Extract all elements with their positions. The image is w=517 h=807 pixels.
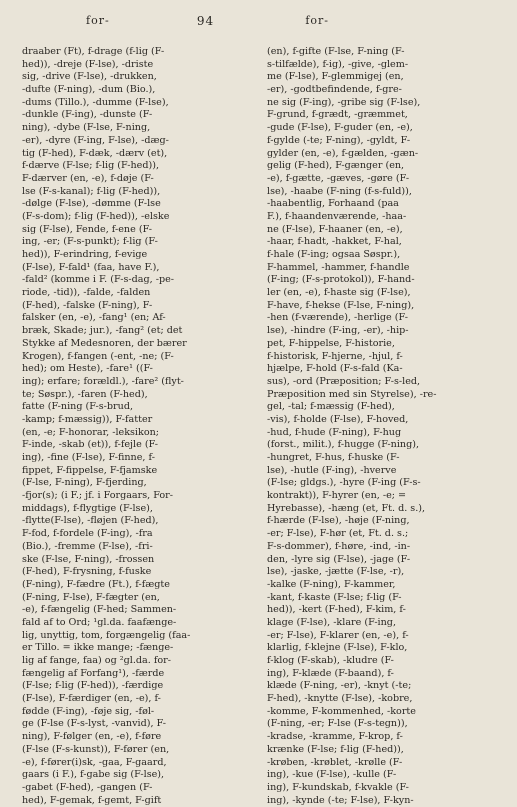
text-line: gaars (i F.), f-gabe sig (F-lse), — [22, 769, 165, 781]
text-line: fatte (F-ning (F-s-brud, — [22, 401, 134, 413]
text-line: -kalke (F-ning), F-kammer, — [267, 578, 396, 590]
text-line: (F-ning, F-lse), F-fægter (en, — [22, 591, 160, 603]
text-line: -er; F-lse), F-klarer (en, -e), f- — [267, 629, 409, 641]
text-line: F.), f-haandenværende, -haa- — [267, 210, 407, 222]
text-line: fippet, F-fippelse, F-fjamske — [22, 464, 158, 476]
text-line: f-historisk, F-hjerne, -hjul, f- — [267, 350, 403, 362]
text-line: -komme, F-kommenhed, -korte — [267, 705, 416, 717]
text-line: -e), f-gætte, -gæves, -gøre (F- — [267, 172, 410, 184]
text-line: ing), -kynde (-te; F-lse), F-kyn- — [267, 794, 414, 806]
text-line: ning), F-følger (en, -e), f-føre — [22, 731, 162, 743]
text-line: krænke (F-lse; f-lig (F-hed)), — [267, 743, 404, 755]
text-line: lig, unyttig, tom, forgængelig (faa- — [22, 629, 191, 641]
text-line: hjælpe, F-hold (F-s-fald (Ka- — [267, 363, 403, 375]
text-line: draaber (Ft), f-drage (f-lig (F- — [22, 46, 165, 57]
text-line: sig, -drive (F-lse), -drukken, — [22, 71, 157, 83]
text-line: ing), F-klæde (F-baand), f- — [267, 667, 394, 679]
text-line: Krogen), f-fangen (-ent, -ne; (F- — [22, 350, 174, 362]
text-line: ing); erfare; forældl.), -fare² (flyt- — [22, 375, 184, 387]
text-line: kontrakt)), F-hyrer (en, -e; = — [267, 490, 407, 502]
text-line: gelig (F-hed), F-gænger (en, — [267, 160, 405, 172]
text-line: F-hammel, -hammer, f-handle — [267, 261, 410, 273]
text-line: F-hed), -knytte (F-lse), -kobre, — [267, 693, 413, 705]
text-line: ing), -kue (F-lse), -kulle (F- — [267, 769, 397, 781]
text-line: -dufte (F-ning), -dum (Bio.), — [22, 84, 156, 96]
text-line: (F-hed), -falske (F-ning), F- — [22, 299, 153, 311]
text-line: -kradse, -kramme, F-krop, f- — [267, 731, 403, 743]
text-line: (F-ning), F-fædre (Ft.), f-fægte — [22, 578, 170, 590]
text-line: -krøben, -krøblet, -krølle (F- — [267, 756, 403, 768]
text-line: hed)), F-erindring, f-evige — [22, 249, 148, 260]
text-line: (en, -e; F-honorar, -leksikon; — [22, 426, 160, 438]
text-line: f-dærve (F-lse; f-lig (F-hed)), — [22, 160, 160, 172]
text-line: ing), -fine (F-lse), F-finne, f- — [22, 452, 155, 463]
text-line: gel, -tal; f-mæssig (F-hed), — [267, 401, 395, 413]
text-line: fængelig af Forfang¹), -færde — [22, 667, 165, 679]
text-line: -gabet (F-hed), -gangen (F- — [22, 781, 153, 793]
text-line: Præposition med sin Styrelse), -re- — [267, 388, 437, 400]
text-line: hed); om Heste), -fare¹ ((F- — [22, 363, 153, 375]
text-line: f-gylde (-te; F-ning), -gyldt, F- — [267, 134, 411, 146]
text-line: (F-ning, -er; F-lse (F-s-tegn)), — [267, 718, 408, 730]
text-line: ning), -dybe (F-lse, F-ning, — [22, 122, 151, 134]
text-line: lse), -jaske, -jætte (F-lse, -r), — [267, 566, 405, 578]
header-right-word: for- — [305, 14, 329, 27]
text-line: -hen (f-værende), -herlige (F- — [267, 312, 408, 324]
text-line: F-have, f-hekse (F-lse, F-ning), — [267, 299, 415, 311]
text-line: f-hale (F-ing; ogsaa Søspr.), — [267, 249, 401, 260]
text-line: (F-lse; f-lig (F-hed)), -færdige — [22, 680, 164, 692]
text-line: F-grund, f-grædt, -græmmet, — [267, 109, 408, 121]
text-line: den, -lyre sig (F-lse), -jage (F- — [267, 553, 411, 565]
text-line: klarlig, f-klejne (F-lse), F-klo, — [267, 642, 408, 654]
text-line: ne (F-lse), F-haaner (en, -e), — [267, 223, 403, 235]
page-number: 94 — [196, 14, 215, 28]
text-line: f-hærde (F-lse), -høje (F-ning, — [267, 515, 410, 527]
text-line: -dunkle (F-ing), -dunste (F- — [22, 109, 153, 121]
text-line: ing, -er; (F-s-punkt); f-lig (F- — [22, 236, 158, 248]
text-columns — [22, 46, 495, 807]
text-line: ing), F-kundskab, f-kvakle (F- — [267, 781, 409, 793]
text-line: lse), -hindre (F-ing, -er), -hip- — [267, 325, 409, 337]
text-line: lse), -hutle (F-ing), -hverve — [267, 464, 397, 476]
text-line: F-s-dommer), f-høre, -ind, -in- — [267, 540, 411, 552]
text-line: te; Søspr.), -faren (F-hed), — [22, 388, 148, 400]
text-line: -haabentlig, Forhaand (paa — [267, 198, 399, 210]
text-line: (F-lse), F-fald¹ (faa, have F.), — [22, 261, 160, 273]
text-line: klæde (F-ning, -er), -knyt (-te; — [267, 680, 412, 692]
text-line: lig af fange, faa) og ²gl.da. for- — [22, 655, 171, 666]
text-line: lse), -haabe (F-ning (f-s-fuld)), — [267, 185, 412, 197]
text-line: lse (F-s-kanal); f-lig (F-hed)), — [22, 185, 161, 197]
text-line: Stykke af Medesnoren, der bærer — [22, 337, 187, 349]
text-line: ge (F-lse (F-s-lyst, -vanvid), F- — [22, 718, 167, 730]
text-line: ne sig (F-ing), -gribe sig (F-lse), — [267, 96, 421, 108]
text-line: -gude (F-lse), F-guder (en, -e), — [267, 122, 413, 134]
text-line: -kant, f-kaste (F-lse; f-lig (F- — [267, 591, 402, 603]
text-line: -kamp; f-mæssig)), F-fatter — [22, 413, 153, 425]
text-line: er Tillo. = ikke mange; -fænge- — [22, 642, 174, 654]
text-line: middags), f-flygtige (F-lse), — [22, 502, 153, 514]
text-line: ler (en, -e), f-haste sig (F-lse), — [267, 287, 411, 299]
text-line: s-tilfælde), f-ig), -give, -glem- — [267, 58, 409, 70]
text-line: hed)), -kert (F-hed), F-kim, f- — [267, 604, 406, 616]
text-line: -hungret, F-hus, f-huske (F- — [267, 452, 400, 463]
text-line: (F-lse), F-færdiger (en, -e), f- — [22, 693, 161, 705]
text-line: -er), -dyre (F-ing, F-lse), -dæg- — [22, 134, 169, 146]
text-line: (F-lse (F-s-kunst)), F-fører (en, — [22, 743, 170, 755]
text-line: -flytte(F-lse), -fløjen (F-hed), — [22, 515, 159, 527]
text-line: -dølge (F-lse), -dømme (F-lse — [22, 198, 161, 210]
text-line: bræk, Skade; jur.), -fang² (et; det — [22, 325, 183, 337]
text-line: -fald² (komme i F. (F-s-dag, -pe- — [22, 274, 175, 286]
text-line: hed)), -dreje (F-lse), -driste — [22, 58, 154, 70]
text-line: fødde (F-ing), -føje sig, -føl- — [22, 705, 155, 717]
text-line: riode, -tid)), -falde, -falden — [22, 287, 151, 299]
text-line: -e), f-fængelig (F-hed; Sammen- — [22, 604, 177, 616]
text-line: me (F-lse), F-glemmigej (en, — [267, 71, 404, 83]
text-line: -haar, f-hadt, -hakket, F-hal, — [267, 236, 402, 248]
text-line: (F-lse; gldgs.), -hyre (F-ing (F-s- — [267, 477, 421, 489]
text-line: F-fod, f-fordele (F-ing), -fra — [22, 528, 153, 540]
text-line: -e), f-fører(i)sk, -gaa, F-gaard, — [22, 756, 167, 768]
text-line: falsker (en, -e), -fang¹ (en; Af- — [22, 312, 166, 324]
text-line: -er), -godtbefindende, f-gre- — [267, 84, 402, 96]
text-line: tig (F-hed), F-dæk, -dærv (et), — [22, 147, 168, 159]
text-line: F-dærver (en, -e), f-døje (F- — [22, 172, 154, 184]
text-line: gylder (en, -e), f-gælden, -gæn- — [267, 147, 419, 159]
text-line: ske (F-lse, F-ning), -frossen — [22, 553, 155, 565]
text-line: (forst., milit.), f-hugge (F-ning), — [267, 439, 420, 451]
text-line: hed), F-gemak, f-gemt, F-gift — [22, 794, 162, 806]
text-line: (F-hed), F-frysning, f-fuske — [22, 566, 152, 578]
text-line: sus), -ord (Præposition; F-s-led, — [267, 375, 421, 387]
running-header — [22, 14, 495, 40]
text-line: (Bio.), -fremme (F-lse), -fri- — [22, 540, 153, 552]
text-line: (F-s-dom); f-lig (F-hed)), -elske — [22, 210, 170, 222]
right-column — [267, 46, 495, 807]
text-line: sig (F-lse), Fende, f-ene (F- — [22, 223, 153, 235]
text-line: f-klog (F-skab), -kludre (F- — [267, 655, 394, 666]
text-line: pet, F-hippelse, F-historie, — [267, 337, 395, 349]
text-line: -vis), f-holde (F-lse), F-hoved, — [267, 413, 409, 425]
left-column — [22, 46, 250, 807]
text-line: -fjor(s); (i F.; jf. i Forgaars, For- — [22, 490, 173, 502]
text-line: F-inde, -skab (et)), f-fejle (F- — [22, 439, 159, 451]
text-line: -er; F-lse), F-hør (et, Ft. d. s.; — [267, 528, 409, 540]
text-line: (F-lse, F-ning), F-fjerding, — [22, 477, 147, 489]
text-line: (en), f-gifte (F-lse, F-ning (F- — [267, 46, 405, 57]
text-line: klage (F-lse), -klare (F-ing, — [267, 616, 396, 628]
text-line: Hyrebasse), -hæng (et, Ft. d. s.), — [267, 502, 426, 514]
text-line: -dums (Tillo.), -dumme (F-lse), — [22, 96, 169, 108]
text-line: -hud, f-hude (F-ning), F-hug — [267, 426, 402, 438]
header-left-word: for- — [86, 14, 110, 27]
text-line: (F-ing; (F-s-protokol)), F-hand- — [267, 274, 415, 286]
text-line: fald af to Ord; ¹gl.da. faafænge- — [22, 616, 177, 628]
